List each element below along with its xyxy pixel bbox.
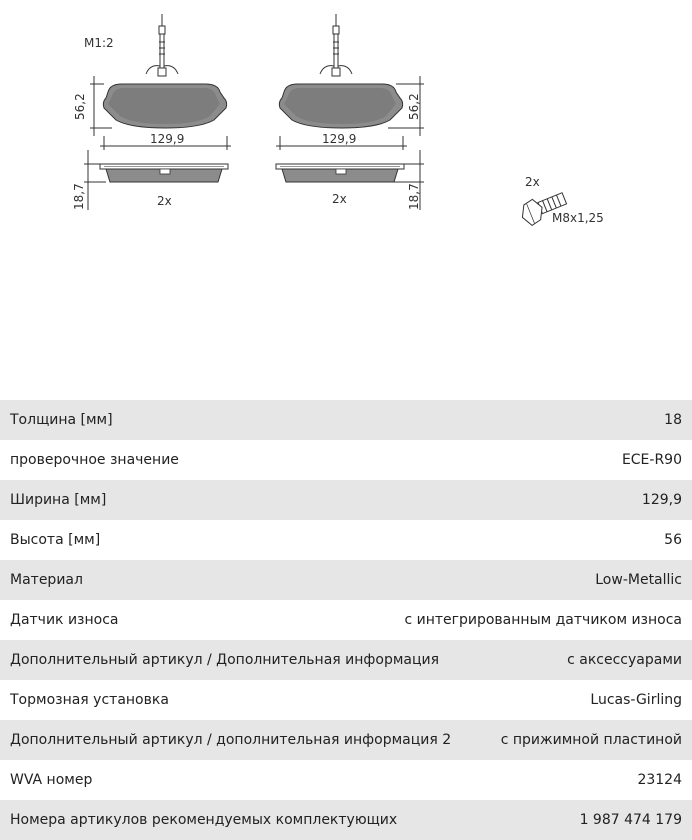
left-wear-sensor bbox=[146, 14, 178, 76]
spec-label: Материал bbox=[10, 572, 83, 588]
drawing-canvas bbox=[0, 0, 692, 400]
spec-value: Low-Metallic bbox=[595, 572, 682, 588]
spec-label: Толщина [мм] bbox=[10, 412, 113, 428]
spec-label: Датчик износа bbox=[10, 612, 119, 628]
right-height-label: 56,2 bbox=[407, 93, 421, 120]
spec-value: 23124 bbox=[637, 772, 682, 788]
spec-value: с аксессуарами bbox=[567, 652, 682, 668]
spec-label: Высота [мм] bbox=[10, 532, 101, 548]
bolt-quantity-label: 2x bbox=[525, 175, 540, 189]
spec-row-wear-sensor bbox=[0, 600, 692, 640]
specifications-table bbox=[0, 400, 692, 840]
spec-row-thickness bbox=[0, 400, 692, 440]
spec-row-additional-info-2 bbox=[0, 720, 692, 760]
right-quantity-label: 2x bbox=[332, 192, 347, 206]
spec-row-height bbox=[0, 520, 692, 560]
spec-row-additional-info bbox=[0, 640, 692, 680]
spec-value: 56 bbox=[664, 532, 682, 548]
bolt-drawing bbox=[518, 175, 604, 228]
spec-value: с прижимной пластиной bbox=[500, 732, 682, 748]
bolt-thread-label: M8x1,25 bbox=[552, 211, 604, 225]
spec-value: 18 bbox=[664, 412, 682, 428]
spec-label: WVA номер bbox=[10, 772, 93, 788]
scale-label: M1:2 bbox=[84, 36, 114, 50]
spec-value: Lucas-Girling bbox=[590, 692, 682, 708]
spec-value: ECE-R90 bbox=[621, 452, 682, 468]
spec-value: с интегрированным датчиком износа bbox=[404, 612, 682, 628]
left-thickness-label: 18,7 bbox=[72, 183, 86, 210]
spec-label: проверочное значение bbox=[10, 452, 179, 468]
spec-label: Тормозная установка bbox=[10, 692, 169, 708]
left-width-label: 129,9 bbox=[150, 132, 185, 146]
technical-drawing bbox=[0, 0, 692, 400]
left-height-label: 56,2 bbox=[73, 93, 87, 120]
spec-row-test-value bbox=[0, 440, 692, 480]
spec-row-material bbox=[0, 560, 692, 600]
right-thickness-label: 18,7 bbox=[407, 183, 421, 210]
spec-value: 129,9 bbox=[641, 492, 682, 508]
spec-value: 1 987 474 179 bbox=[579, 812, 682, 828]
spec-row-wva-number bbox=[0, 760, 692, 800]
spec-label: Ширина [мм] bbox=[10, 492, 107, 508]
right-wear-sensor bbox=[320, 14, 352, 76]
spec-label: Дополнительный артикул / дополнительная информация 2 bbox=[10, 732, 452, 748]
spec-label: Номера артикулов рекомендуемых комплектующих bbox=[10, 812, 398, 828]
right-width-label: 129,9 bbox=[322, 132, 357, 146]
spec-row-brake-system bbox=[0, 680, 692, 720]
left-pad-side-view bbox=[100, 164, 228, 182]
spec-label: Дополнительный артикул / Дополнительная информация bbox=[10, 652, 440, 668]
left-thickness-dimension bbox=[84, 150, 106, 210]
spec-row-width bbox=[0, 480, 692, 520]
right-brake-pad-drawing bbox=[276, 14, 424, 210]
spec-row-recommended-parts bbox=[0, 800, 692, 840]
left-quantity-label: 2x bbox=[157, 194, 172, 208]
right-pad-side-view bbox=[276, 164, 404, 182]
